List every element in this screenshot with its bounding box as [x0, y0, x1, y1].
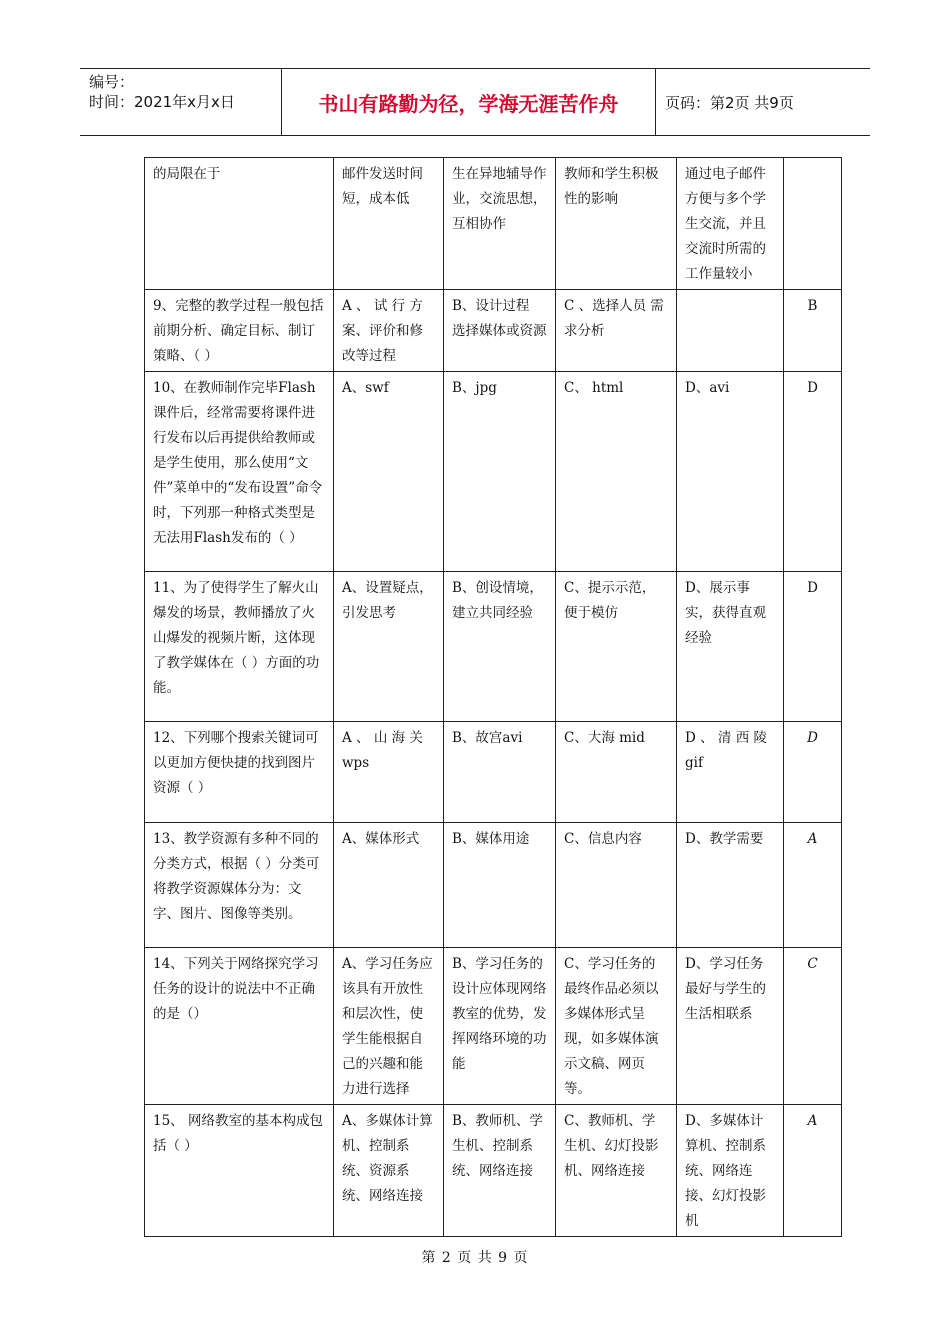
- option-b-cell: B、jpg: [444, 372, 556, 572]
- option-a-cell: A、媒体形式: [334, 823, 444, 948]
- answer-cell: D: [784, 572, 842, 722]
- option-a-cell: 邮件发送时间短，成本低: [334, 158, 444, 290]
- question-cell: 13、教学资源有多种不同的分类方式，根据（ ）分类可将教学资源媒体分为：文字、图片、图像等类别。: [145, 823, 334, 948]
- option-b-cell: B、学习任务的设计应体现网络教室的优势，发挥网络环境的功能: [444, 948, 556, 1105]
- question-cell: 15、 网络教室的基本构成包括（ ）: [145, 1105, 334, 1237]
- option-d-cell: D、教学需要: [677, 823, 784, 948]
- option-b-cell: B、媒体用途: [444, 823, 556, 948]
- answer-cell: [784, 158, 842, 290]
- option-b-cell: B、故宫avi: [444, 722, 556, 823]
- question-cell: 14、下列关于网络探究学习任务的设计的说法中不正确的是（）: [145, 948, 334, 1105]
- table-row: [145, 158, 842, 290]
- option-a-cell: A、设置疑点，引发思考: [334, 572, 444, 722]
- table-row: [145, 1105, 842, 1237]
- table-row: [145, 823, 842, 948]
- table-row: [145, 722, 842, 823]
- question-table: [144, 157, 842, 1237]
- option-d-cell: [677, 290, 784, 372]
- option-d-cell: D 、 清 西 陵 gif: [677, 722, 784, 823]
- option-c-cell: 教师和学生积极性的影响: [556, 158, 677, 290]
- option-a-cell: A、学习任务应该具有开放性和层次性，使学生能根据自己的兴趣和能力进行选择: [334, 948, 444, 1105]
- option-c-cell: C、信息内容: [556, 823, 677, 948]
- option-c-cell: C、学习任务的最终作品必须以多媒体形式呈现，如多媒体演示文稿、网页等。: [556, 948, 677, 1105]
- option-b-cell: B、教师机、学生机、控制系统、网络连接: [444, 1105, 556, 1237]
- question-cell: 10、在教师制作完毕Flash课件后，经常需要将课件进行发布以后再提供给教师或是学生使用，那么使用“文件”菜单中的“发布设置”命令时，下列那一种格式类型是无法用Flash发布的（ ）: [145, 372, 334, 572]
- header-meta: [80, 69, 282, 135]
- page-footer: 第 2 页 共 9 页: [421, 1250, 529, 1266]
- table-row: [145, 572, 842, 722]
- table-row: [145, 290, 842, 372]
- table-row: [145, 372, 842, 572]
- option-d-cell: D、学习任务最好与学生的生活相联系: [677, 948, 784, 1105]
- answer-cell: B: [784, 290, 842, 372]
- option-d-cell: D、展示事实，获得直观经验: [677, 572, 784, 722]
- option-a-cell: A 、 山 海 关 wps: [334, 722, 444, 823]
- option-b-cell: B、设计过程 选择媒体或资源: [444, 290, 556, 372]
- question-cell: 12、下列哪个搜索关键词可以更加方便快捷的找到图片资源（ ）: [145, 722, 334, 823]
- table-row: [145, 948, 842, 1105]
- option-d-cell: D、avi: [677, 372, 784, 572]
- option-c-cell: C、提示示范，便于模仿: [556, 572, 677, 722]
- option-d-cell: 通过电子邮件方便与多个学生交流，并且交流时所需的工作量较小: [677, 158, 784, 290]
- option-b-cell: 生在异地辅导作业，交流思想，互相协作: [444, 158, 556, 290]
- option-a-cell: A、swf: [334, 372, 444, 572]
- question-cell: 的局限在于: [145, 158, 334, 290]
- document-time-label: 时间：2021年x月x日: [89, 93, 235, 111]
- option-c-cell: C 、选择人员 需求分析: [556, 290, 677, 372]
- option-c-cell: C、教师机、学生机、幻灯投影机、网络连接: [556, 1105, 677, 1237]
- option-b-cell: B、创设情境，建立共同经验: [444, 572, 556, 722]
- document-code-label: 编号：: [89, 73, 135, 91]
- option-c-cell: C、大海 mid: [556, 722, 677, 823]
- answer-cell: D: [784, 372, 842, 572]
- answer-cell: A: [784, 1105, 842, 1237]
- question-cell: 9、完整的教学过程一般包括前期分析、确定目标、制订策略、（ ）: [145, 290, 334, 372]
- header-motto: 书山有路勤为径，学海无涯苦作舟: [282, 69, 656, 135]
- answer-cell: C: [784, 948, 842, 1105]
- answer-cell: D: [784, 722, 842, 823]
- page-header: [80, 68, 870, 136]
- question-cell: 11、为了使得学生了解火山爆发的场景，教师播放了火山爆发的视频片断，这体现了教学媒体在（ ）方面的功能。: [145, 572, 334, 722]
- header-page-number: 页码：第2页 共9页: [665, 93, 794, 112]
- option-a-cell: A、多媒体计算机、控制系统、资源系统、网络连接: [334, 1105, 444, 1237]
- answer-cell: A: [784, 823, 842, 948]
- option-d-cell: D、多媒体计算机、控制系统、网络连接、幻灯投影机: [677, 1105, 784, 1237]
- option-a-cell: A 、 试 行 方案、评价和修改等过程: [334, 290, 444, 372]
- option-c-cell: C、 html: [556, 372, 677, 572]
